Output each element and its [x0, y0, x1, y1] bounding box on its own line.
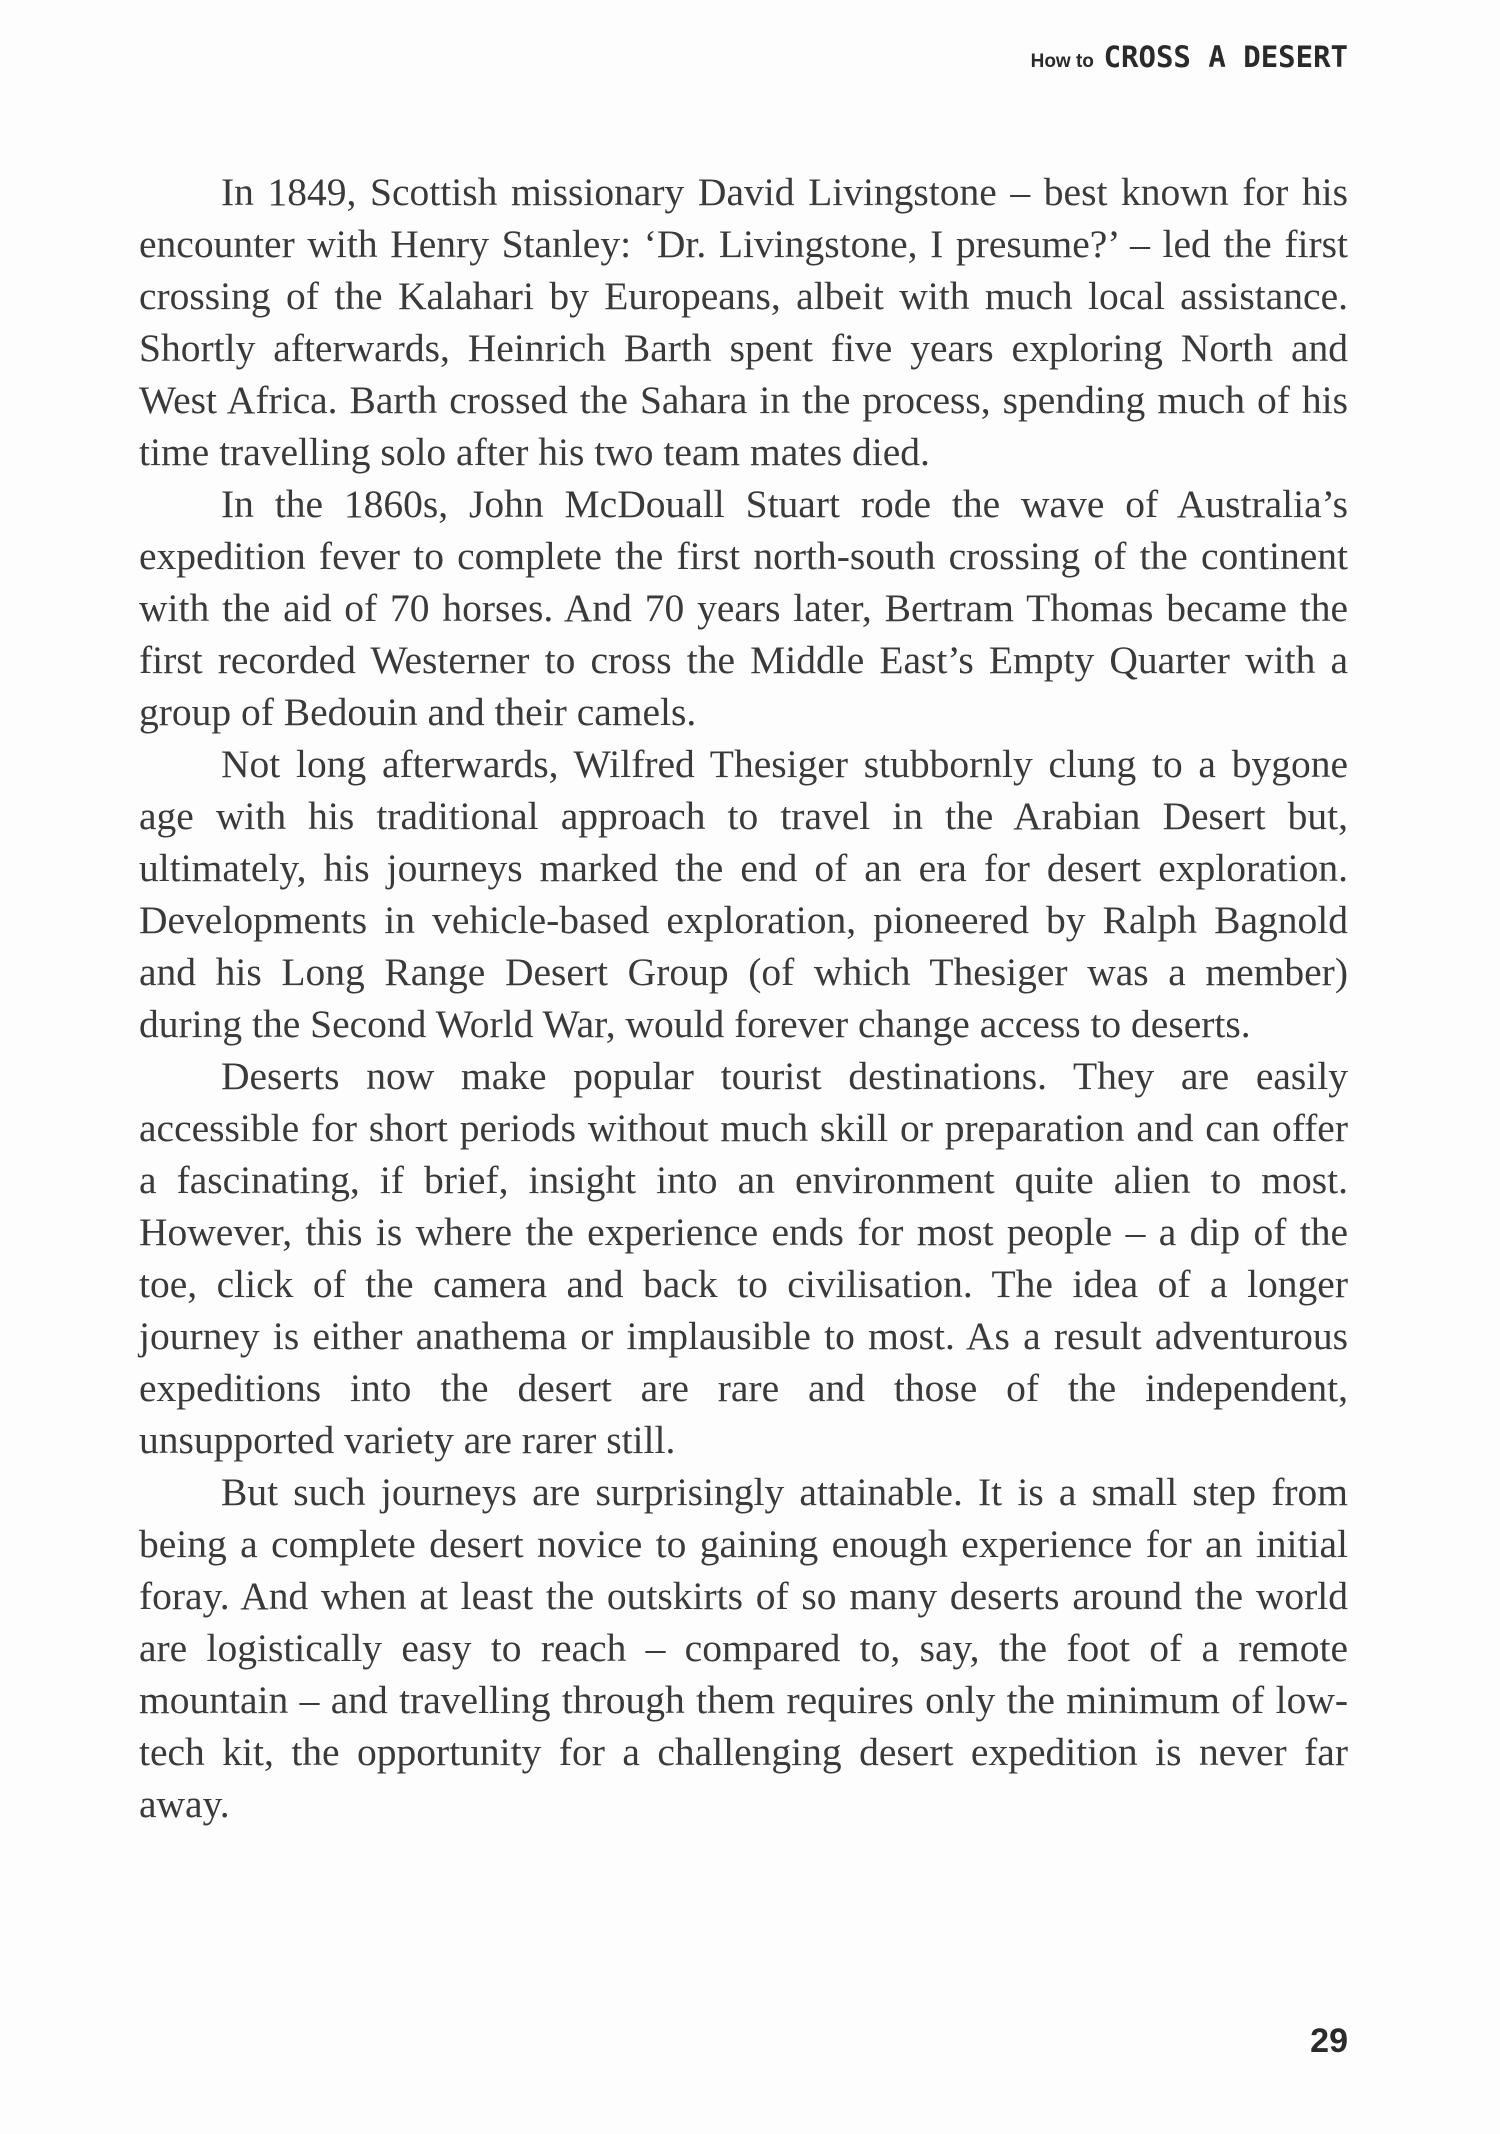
paragraph-attainable-journeys: But such journeys are surprisingly attainable. It is a small step from being a complete desert novice to gaining enough experience for an initial foray. And when at least the outskirts of so many deserts around the world are logistically easy to reach – compared to, say, the foot of a remote mountain – and travelling through them requires only the minimum of low-tech kit, the opportunity for a challenging desert expedition is never far away.: [139, 1470, 1348, 1826]
paragraph-deserts-tourism: Deserts now make popular tourist destinations. They are easily accessible for short periods without much skill or preparation and can offer a fascinating, if brief, insight into an environment quite alien to most. However, this is where the experience ends for most people – a dip of the toe, click of the camera and back to civilisation. The idea of a longer journey is either anathema or implausible to most. As a result adventurous expeditions into the desert are rare and those of the independent, unsupported variety are rarer still.: [139, 1054, 1348, 1462]
paragraph-thesiger-bagnold: Not long afterwards, Wilfred Thesiger stubbornly clung to a bygone age with his traditional approach to travel in the Arabian Desert but, ultimately, his journeys marked the end of an era for desert exploration. Developments in vehicle-based exploration, pioneered by Ralph Bagnold and his Long Range Desert Group (of which Thesiger was a member) during the Second World War, would forever change access to deserts.: [139, 742, 1348, 1046]
running-header-prefix: How to: [1030, 51, 1094, 72]
page-number: 29: [1310, 2022, 1348, 2060]
running-header: [1031, 40, 1348, 74]
paragraph-livingstone-barth: In 1849, Scottish missionary David Livingstone – best known for his encounter with Henry Stanley: ‘Dr. Livingstone, I presume?’ – led the first crossing of the Kalahari by Europeans, albeit with much local assistance. Shortly afterwards, Heinrich Barth spent five years exploring North and West Africa. Barth crossed the Sahara in the process, spending much of his time travelling solo after his two team mates died.: [139, 170, 1348, 474]
body-text: [139, 166, 1348, 1830]
paragraph-stuart-thomas: In the 1860s, John McDouall Stuart rode the wave of Australia’s expedition fever to complete the first north-south crossing of the continent with the aid of 70 horses. And 70 years later, Bertram Thomas became the first recorded Westerner to cross the Middle East’s Empty Quarter with a group of Bedouin and their camels.: [139, 482, 1348, 734]
running-header-title: CROSS A DESERT: [1103, 40, 1348, 74]
